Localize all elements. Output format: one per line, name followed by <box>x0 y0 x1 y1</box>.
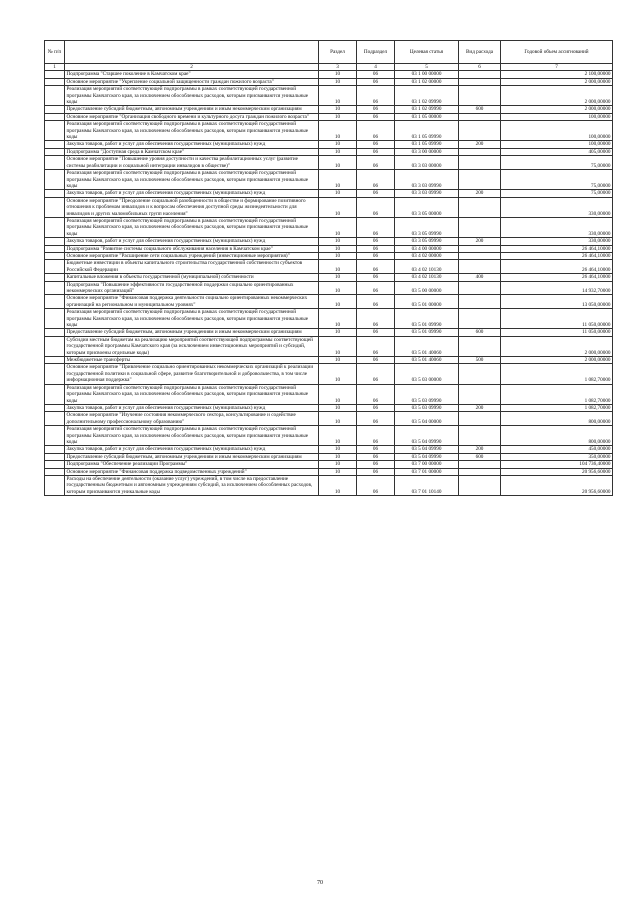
item-name-cell: Субсидии местным бюджетам на реализацию мероприятий соответствующей подпрограммы соответствующей государственной программы Камчатского края (за исключением инвестиционных мероприятий и субсидий, которым присвоены отдельные коды) <box>65 336 319 356</box>
vid-cell <box>459 295 501 309</box>
header-number: № п/п <box>45 41 65 64</box>
row-number-cell <box>45 106 65 113</box>
sum-cell: 405,00000 <box>501 148 613 155</box>
podrazdel-cell: 06 <box>357 461 395 468</box>
header-name <box>65 41 319 64</box>
razdel-cell: 10 <box>319 404 357 411</box>
statya-cell: 03 5 01 09990 <box>395 329 459 336</box>
table-row <box>45 71 613 78</box>
table-row <box>45 274 613 281</box>
sum-cell: 800,00000 <box>501 426 613 446</box>
sum-cell: 75,00000 <box>501 156 613 170</box>
podrazdel-cell: 06 <box>357 274 395 281</box>
row-number-cell <box>45 156 65 170</box>
statya-cell: 03 1 02 09990 <box>395 86 459 106</box>
podrazdel-cell: 06 <box>357 197 395 217</box>
vid-cell <box>459 113 501 120</box>
vid-cell: 200 <box>459 190 501 197</box>
sum-cell: 26 464,10000 <box>501 274 613 281</box>
statya-cell: 03 4 00 00000 <box>395 245 459 252</box>
table-row <box>45 336 613 356</box>
row-number-cell <box>45 78 65 85</box>
sum-cell: 1 082,70000 <box>501 384 613 404</box>
podrazdel-cell: 06 <box>357 260 395 274</box>
razdel-cell: 10 <box>319 86 357 106</box>
vid-cell: 200 <box>459 238 501 245</box>
podrazdel-cell: 06 <box>357 245 395 252</box>
table-row <box>45 141 613 148</box>
item-name-cell: Предоставление субсидий бюджетным, автономным учреждениям и иным некоммерческим организациям <box>65 453 319 460</box>
vid-cell <box>459 156 501 170</box>
column-index: 1 <box>45 64 65 71</box>
item-name-cell: Расходы на обеспечение деятельности (оказание услуг) учреждений, в том числе на предоставление государственным бюджетным и автономным учреждениям субсидий, за исключением обособленных расходов, которым присваиваются уникальные коды <box>65 475 319 495</box>
sum-cell: 20 956,60000 <box>501 475 613 495</box>
table-row <box>45 245 613 252</box>
razdel-cell: 10 <box>319 113 357 120</box>
podrazdel-cell: 06 <box>357 217 395 237</box>
razdel-cell: 10 <box>319 252 357 259</box>
statya-cell: 03 3 03 09990 <box>395 170 459 190</box>
sum-cell: 26 464,10000 <box>501 260 613 274</box>
razdel-cell: 10 <box>319 170 357 190</box>
table-row <box>45 426 613 446</box>
razdel-cell: 10 <box>319 453 357 460</box>
item-name-cell: Закупка товаров, работ и услуг для обеспечения государственных (муниципальных) нужд <box>65 446 319 453</box>
sum-cell: 104 736,40000 <box>501 461 613 468</box>
table-row <box>45 197 613 217</box>
table-row <box>45 106 613 113</box>
table-row <box>45 329 613 336</box>
vid-cell <box>459 260 501 274</box>
statya-cell: 03 1 05 00000 <box>395 113 459 120</box>
column-index-row <box>45 64 613 71</box>
vid-cell <box>459 426 501 446</box>
sum-cell: 330,00000 <box>501 197 613 217</box>
statya-cell: 03 1 05 09990 <box>395 121 459 141</box>
column-index: 2 <box>65 64 319 71</box>
table-row <box>45 295 613 309</box>
row-number-cell <box>45 357 65 364</box>
row-number-cell <box>45 384 65 404</box>
table-row <box>45 357 613 364</box>
row-number-cell <box>45 260 65 274</box>
sum-cell: 100,00000 <box>501 113 613 120</box>
razdel-cell: 10 <box>319 412 357 426</box>
razdel-cell: 10 <box>319 141 357 148</box>
vid-cell <box>459 468 501 475</box>
sum-cell: 13 050,00000 <box>501 295 613 309</box>
podrazdel-cell: 06 <box>357 190 395 197</box>
row-number-cell <box>45 364 65 384</box>
item-name-cell: Закупка товаров, работ и услуг для обеспечения государственных (муниципальных) нужд <box>65 141 319 148</box>
statya-cell: 03 1 02 00000 <box>395 78 459 85</box>
item-name-cell: Межбюджетные трансферты <box>65 357 319 364</box>
vid-cell <box>459 197 501 217</box>
table-row <box>45 86 613 106</box>
item-name-cell: Реализация мероприятий соответствующей подпрограммы в рамках соответствующей государственной программы Камчатского края, за исключением обособленных расходов, которым присваиваются уникальные коды <box>65 170 319 190</box>
table-row <box>45 148 613 155</box>
vid-cell <box>459 364 501 384</box>
row-number-cell <box>45 86 65 106</box>
statya-cell: 03 5 03 00000 <box>395 364 459 384</box>
statya-cell: 03 3 00 00000 <box>395 148 459 155</box>
table-row <box>45 190 613 197</box>
item-name-cell: Основное мероприятие "Изучение состояния некоммерческого сектора, консультирование и содействие дополнительному профессиональному образованию" <box>65 412 319 426</box>
header-sum: Годовой объем ассигнований <box>501 41 613 64</box>
vid-cell: 200 <box>459 141 501 148</box>
budget-allocation-table <box>44 40 613 496</box>
sum-cell: 75,00000 <box>501 170 613 190</box>
row-number-cell <box>45 121 65 141</box>
vid-cell: 200 <box>459 404 501 411</box>
table-row <box>45 281 613 295</box>
podrazdel-cell: 06 <box>357 170 395 190</box>
statya-cell: 03 5 04 09990 <box>395 426 459 446</box>
item-name-cell: Подпрограмма "Старшее поколение в Камчатском крае" <box>65 71 319 78</box>
sum-cell: 1 082,70000 <box>501 404 613 411</box>
header-statya: Целевая статья <box>395 41 459 64</box>
sum-cell: 2 000,00000 <box>501 86 613 106</box>
podrazdel-cell: 06 <box>357 475 395 495</box>
sum-cell: 1 082,70000 <box>501 364 613 384</box>
item-name-cell: Подпрограмма "Доступная среда в Камчатском крае" <box>65 148 319 155</box>
item-name-cell: Основное мероприятие "Финансовая поддержка подведомственных учреждений" <box>65 468 319 475</box>
table-row <box>45 238 613 245</box>
vid-cell <box>459 86 501 106</box>
podrazdel-cell: 06 <box>357 468 395 475</box>
podrazdel-cell: 06 <box>357 113 395 120</box>
row-number-cell <box>45 329 65 336</box>
item-name-cell: Реализация мероприятий соответствующей подпрограммы в рамках соответствующей государственной программы Камчатского края, за исключением обособленных расходов, которым присваиваются уникальные коды <box>65 384 319 404</box>
podrazdel-cell: 06 <box>357 121 395 141</box>
item-name-cell: Капитальные вложения в объекты государственной (муниципальной) собственности <box>65 274 319 281</box>
statya-cell: 03 1 02 09990 <box>395 106 459 113</box>
vid-cell: 600 <box>459 453 501 460</box>
table-row <box>45 252 613 259</box>
row-number-cell <box>45 252 65 259</box>
podrazdel-cell: 06 <box>357 86 395 106</box>
row-number-cell <box>45 475 65 495</box>
row-number-cell <box>45 336 65 356</box>
item-name-cell: Закупка товаров, работ и услуг для обеспечения государственных (муниципальных) нужд <box>65 238 319 245</box>
table-row <box>45 453 613 460</box>
vid-cell: 200 <box>459 446 501 453</box>
razdel-cell: 10 <box>319 468 357 475</box>
podrazdel-cell: 06 <box>357 329 395 336</box>
podrazdel-cell: 06 <box>357 446 395 453</box>
podrazdel-cell: 06 <box>357 148 395 155</box>
razdel-cell: 10 <box>319 446 357 453</box>
sum-cell: 11 050,00000 <box>501 329 613 336</box>
statya-cell: 03 3 03 00000 <box>395 156 459 170</box>
sum-cell: 2 000,00000 <box>501 357 613 364</box>
statya-cell: 03 1 00 00000 <box>395 71 459 78</box>
item-name-cell: Подпрограмма "Развитие системы социального обслуживания населения в Камчатском крае" <box>65 245 319 252</box>
row-number-cell <box>45 170 65 190</box>
table-row <box>45 384 613 404</box>
row-number-cell <box>45 281 65 295</box>
statya-cell: 03 5 01 40060 <box>395 336 459 356</box>
item-name-cell: Основное мероприятие "Расширение сети социальных учреждений (инвестиционные мероприятия)" <box>65 252 319 259</box>
razdel-cell: 10 <box>319 238 357 245</box>
row-number-cell <box>45 71 65 78</box>
row-number-cell <box>45 238 65 245</box>
row-number-cell <box>45 446 65 453</box>
item-name-cell: Реализация мероприятий соответствующей подпрограммы в рамках соответствующей государственной программы Камчатского края, за исключением обособленных расходов, которым присваиваются уникальные коды <box>65 217 319 237</box>
razdel-cell: 10 <box>319 384 357 404</box>
sum-cell: 800,00000 <box>501 412 613 426</box>
vid-cell: 400 <box>459 274 501 281</box>
table-row <box>45 156 613 170</box>
sum-cell: 450,00000 <box>501 446 613 453</box>
table-row <box>45 404 613 411</box>
vid-cell: 600 <box>459 329 501 336</box>
sum-cell: 100,00000 <box>501 141 613 148</box>
podrazdel-cell: 06 <box>357 71 395 78</box>
razdel-cell: 10 <box>319 245 357 252</box>
podrazdel-cell: 06 <box>357 412 395 426</box>
row-number-cell <box>45 141 65 148</box>
podrazdel-cell: 06 <box>357 364 395 384</box>
header-vid: Вид расхода <box>459 41 501 64</box>
row-number-cell <box>45 190 65 197</box>
statya-cell: 03 5 01 00000 <box>395 295 459 309</box>
razdel-cell: 10 <box>319 309 357 329</box>
row-number-cell <box>45 217 65 237</box>
razdel-cell: 10 <box>319 426 357 446</box>
podrazdel-cell: 06 <box>357 106 395 113</box>
page-number: 70 <box>317 880 323 886</box>
statya-cell: 03 5 04 09990 <box>395 453 459 460</box>
razdel-cell: 10 <box>319 190 357 197</box>
vid-cell <box>459 148 501 155</box>
podrazdel-cell: 06 <box>357 384 395 404</box>
row-number-cell <box>45 148 65 155</box>
podrazdel-cell: 06 <box>357 252 395 259</box>
document-page <box>44 40 612 496</box>
podrazdel-cell: 06 <box>357 281 395 295</box>
statya-cell: 03 7 00 00000 <box>395 461 459 468</box>
row-number-cell <box>45 309 65 329</box>
statya-cell: 03 7 01 10140 <box>395 475 459 495</box>
row-number-cell <box>45 245 65 252</box>
column-index: 5 <box>395 64 459 71</box>
sum-cell: 2 000,00000 <box>501 106 613 113</box>
table-row <box>45 78 613 85</box>
vid-cell <box>459 71 501 78</box>
table-body <box>45 71 613 496</box>
row-number-cell <box>45 412 65 426</box>
razdel-cell: 10 <box>319 336 357 356</box>
sum-cell: 100,00000 <box>501 121 613 141</box>
razdel-cell: 10 <box>319 274 357 281</box>
vid-cell <box>459 384 501 404</box>
table-row <box>45 121 613 141</box>
table-header-row <box>45 41 613 64</box>
razdel-cell: 10 <box>319 148 357 155</box>
vid-cell <box>459 245 501 252</box>
sum-cell: 75,00000 <box>501 190 613 197</box>
vid-cell <box>459 121 501 141</box>
podrazdel-cell: 06 <box>357 78 395 85</box>
statya-cell: 03 5 03 09990 <box>395 404 459 411</box>
statya-cell: 03 5 01 40060 <box>395 357 459 364</box>
table-row <box>45 468 613 475</box>
statya-cell: 03 3 03 09990 <box>395 190 459 197</box>
razdel-cell: 10 <box>319 156 357 170</box>
podrazdel-cell: 06 <box>357 357 395 364</box>
item-name-cell: Закупка товаров, работ и услуг для обеспечения государственных (муниципальных) нужд <box>65 404 319 411</box>
razdel-cell: 10 <box>319 461 357 468</box>
podrazdel-cell: 06 <box>357 426 395 446</box>
row-number-cell <box>45 113 65 120</box>
column-index: 7 <box>501 64 613 71</box>
row-number-cell <box>45 453 65 460</box>
statya-cell: 03 5 04 09990 <box>395 446 459 453</box>
vid-cell <box>459 78 501 85</box>
vid-cell <box>459 412 501 426</box>
statya-cell: 03 4 02 10130 <box>395 260 459 274</box>
statya-cell: 03 3 05 09990 <box>395 217 459 237</box>
vid-cell <box>459 309 501 329</box>
row-number-cell <box>45 295 65 309</box>
podrazdel-cell: 06 <box>357 336 395 356</box>
row-number-cell <box>45 468 65 475</box>
item-name-cell: Реализация мероприятий соответствующей подпрограммы в рамках соответствующей государственной программы Камчатского края, за исключением обособленных расходов, которым присваиваются уникальные коды <box>65 86 319 106</box>
razdel-cell: 10 <box>319 475 357 495</box>
razdel-cell: 10 <box>319 260 357 274</box>
vid-cell <box>459 252 501 259</box>
row-number-cell <box>45 426 65 446</box>
razdel-cell: 10 <box>319 197 357 217</box>
table-row <box>45 364 613 384</box>
item-name-cell: Реализация мероприятий соответствующей подпрограммы в рамках соответствующей государственной программы Камчатского края, за исключением обособленных расходов, которым присваиваются уникальные коды <box>65 121 319 141</box>
table-row <box>45 309 613 329</box>
sum-cell: 330,00000 <box>501 238 613 245</box>
razdel-cell: 10 <box>319 71 357 78</box>
razdel-cell: 10 <box>319 78 357 85</box>
vid-cell <box>459 461 501 468</box>
razdel-cell: 10 <box>319 281 357 295</box>
sum-cell: 2 100,00000 <box>501 71 613 78</box>
item-name-cell: Закупка товаров, работ и услуг для обеспечения государственных (муниципальных) нужд <box>65 190 319 197</box>
column-index: 6 <box>459 64 501 71</box>
header-razdel: Раздел <box>319 41 357 64</box>
item-name-cell: Подпрограмма "Обеспечение реализации Программы" <box>65 461 319 468</box>
sum-cell: 350,00000 <box>501 453 613 460</box>
podrazdel-cell: 06 <box>357 156 395 170</box>
vid-cell <box>459 170 501 190</box>
sum-cell: 2 000,00000 <box>501 78 613 85</box>
sum-cell: 14 932,70000 <box>501 281 613 295</box>
statya-cell: 03 7 01 00000 <box>395 468 459 475</box>
item-name-cell: Основное мероприятие "Организация свободного времени и культурного досуга граждан пожилого возраста" <box>65 113 319 120</box>
header-podrazdel: Подраздел <box>357 41 395 64</box>
sum-cell: 330,00000 <box>501 217 613 237</box>
statya-cell: 03 5 03 09990 <box>395 384 459 404</box>
item-name-cell: Предоставление субсидий бюджетным, автономным учреждениям и иным некоммерческим организациям <box>65 106 319 113</box>
razdel-cell: 10 <box>319 364 357 384</box>
item-name-cell: Основное мероприятие "Укрепление социальной защищенности граждан пожилого возраста" <box>65 78 319 85</box>
item-name-cell: Бюджетные инвестиции в объекты капитального строительства государственной собственности субъектов Российской Федерации <box>65 260 319 274</box>
statya-cell: 03 5 01 09990 <box>395 309 459 329</box>
table-row <box>45 412 613 426</box>
vid-cell <box>459 336 501 356</box>
podrazdel-cell: 06 <box>357 453 395 460</box>
table-row <box>45 260 613 274</box>
sum-cell: 20 956,60000 <box>501 468 613 475</box>
razdel-cell: 10 <box>319 217 357 237</box>
podrazdel-cell: 06 <box>357 404 395 411</box>
sum-cell: 26 464,10000 <box>501 252 613 259</box>
sum-cell: 2 000,00000 <box>501 336 613 356</box>
item-name-cell: Реализация мероприятий соответствующей подпрограммы в рамках соответствующей государственной программы Камчатского края, за исключением обособленных расходов, которым присваиваются уникальные коды <box>65 309 319 329</box>
item-name-cell: Реализация мероприятий соответствующей подпрограммы в рамках соответствующей государственной программы Камчатского края, за исключением обособленных расходов, которым присваиваются уникальные коды <box>65 426 319 446</box>
statya-cell: 03 3 05 00000 <box>395 197 459 217</box>
statya-cell: 03 3 05 09990 <box>395 238 459 245</box>
row-number-cell <box>45 197 65 217</box>
item-name-cell: Основное мероприятие "Повышение уровня доступности и качества реабилитационных услуг (развитие системы реабилитации и социальной интеграции инвалидов в обществе)" <box>65 156 319 170</box>
row-number-cell <box>45 461 65 468</box>
podrazdel-cell: 06 <box>357 295 395 309</box>
item-name-cell: Подпрограмма "Повышение эффективности государственной поддержки социально ориентированных некоммерческих организаций" <box>65 281 319 295</box>
table-row <box>45 217 613 237</box>
sum-cell: 26 464,10000 <box>501 245 613 252</box>
sum-cell: 11 050,00000 <box>501 309 613 329</box>
razdel-cell: 10 <box>319 121 357 141</box>
item-name-cell: Предоставление субсидий бюджетным, автономным учреждениям и иным некоммерческим организациям <box>65 329 319 336</box>
razdel-cell: 10 <box>319 106 357 113</box>
statya-cell: 03 1 05 09990 <box>395 141 459 148</box>
item-name-cell: Основное мероприятие "Преодоление социальной разобщенности в обществе и формирование позитивного отношения к проблемам инвалидов и к вопросам обеспечения доступной среды жизнедеятельности для инвалидов и других маломобильных групп населения" <box>65 197 319 217</box>
razdel-cell: 10 <box>319 329 357 336</box>
razdel-cell: 10 <box>319 295 357 309</box>
column-index: 4 <box>357 64 395 71</box>
podrazdel-cell: 06 <box>357 309 395 329</box>
table-row <box>45 475 613 495</box>
podrazdel-cell: 06 <box>357 238 395 245</box>
razdel-cell: 10 <box>319 357 357 364</box>
statya-cell: 03 5 00 00000 <box>395 281 459 295</box>
statya-cell: 03 4 02 00000 <box>395 252 459 259</box>
table-row <box>45 113 613 120</box>
item-name-cell: Основное мероприятие "Финансовая поддержка деятельности социально ориентированных некоммерческих организаций на региональном и муниципальном уровнях" <box>65 295 319 309</box>
podrazdel-cell: 06 <box>357 141 395 148</box>
statya-cell: 03 5 04 00000 <box>395 412 459 426</box>
column-index: 3 <box>319 64 357 71</box>
table-row <box>45 446 613 453</box>
row-number-cell <box>45 274 65 281</box>
vid-cell: 500 <box>459 357 501 364</box>
vid-cell: 600 <box>459 106 501 113</box>
item-name-cell: Основное мероприятие "Привлечение социально ориентированных некоммерческих организаций к реализации государственной политики в социальной сфере, развитие благотворительной и добровольчества, в том числе информационная поддержка" <box>65 364 319 384</box>
row-number-cell <box>45 404 65 411</box>
table-row <box>45 461 613 468</box>
statya-cell: 03 4 02 10130 <box>395 274 459 281</box>
vid-cell <box>459 475 501 495</box>
vid-cell <box>459 217 501 237</box>
vid-cell <box>459 281 501 295</box>
table-row <box>45 170 613 190</box>
